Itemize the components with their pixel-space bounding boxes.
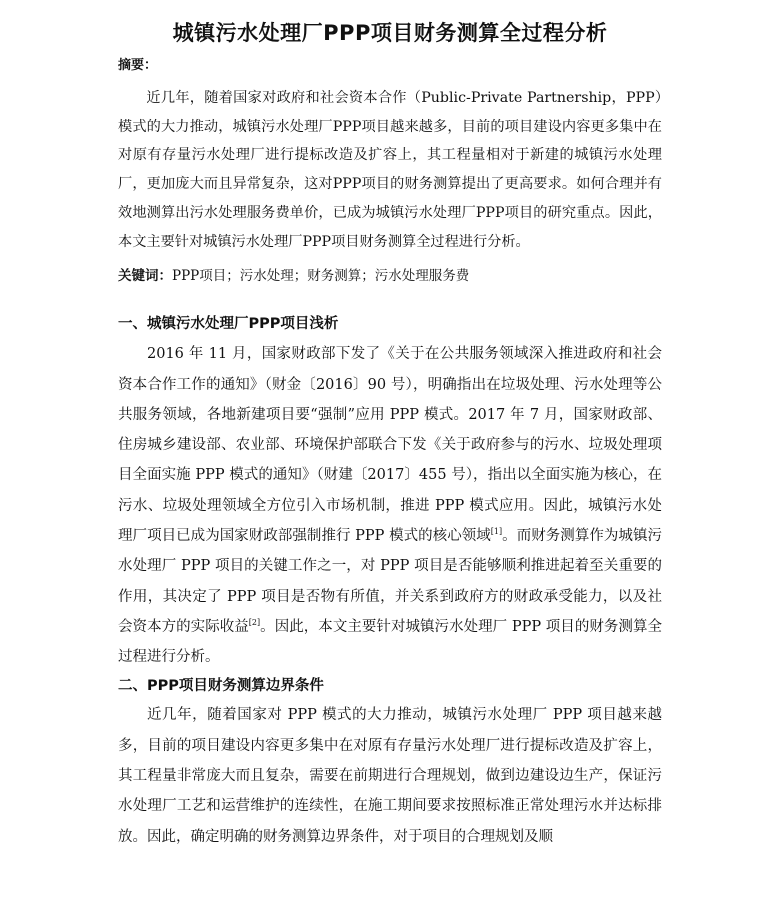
paper-title: 城镇污水处理厂PPP项目财务测算全过程分析 [172,21,608,45]
section-1-text-part3: 。因此，本文主要针对城镇污水处理厂 PPP 项目的财务测算全过程进行分析。 [118,618,662,666]
citation-1: [1] [490,527,503,537]
section-1-heading: 一、城镇污水处理厂PPP项目浅析 [118,316,339,333]
keywords-text: PPP项目；污水处理；财务测算；污水处理服务费 [172,268,470,285]
abstract-body: 近几年，随着国家对政府和社会资本合作（Public-Private Partnership，PPP）模式的大力推动，城镇污水处理厂PPP项目越来越多，目前的项目建设内容更多集中在对原有存量污水处理厂进行提标改造及扩容上，其工程量相对于新建的城镇污水处理厂，更加庞大而且异常复杂，这对PPP项目的财务测算提出了更高要求。如何合理并有效地测算出污水处理服务费单价，已成为城镇污水处理厂PPP项目的研究重点。因此，本文主要针对城镇污水处理厂PPP项目财务测算全过程进行分析。 [118,90,662,250]
keywords-label: 关键词： [118,268,172,285]
section-1-text-part2: 。而财务测算作为城镇污水处理厂 PPP 项目的关键工作之一，对 PPP 项目是否能够顺利推进起着至关重要的作用，其决定了 PPP 项目是否物有所值，并关系到政府方的财政承受能力，以及社会资本方的实际收益 [118,528,662,635]
citation-2: [2] [248,618,261,628]
abstract-label: 摘要： [118,58,158,73]
section-2-paragraph: 近几年，随着国家对 PPP 模式的大力推动，城镇污水处理厂 PPP 项目越来越多，目前的项目建设内容更多集中在对原有存量污水处理厂进行提标改造及扩容上，其工程量非常庞大而且复杂，需要在前期进行合理规划，做到边建设边生产，保证污水处理厂工艺和运营维护的连续性，在施工期间要求按照标准正常处理污水并达标排放。因此，确定明确的财务测算边界条件，对于项目的合理规划及顺 [118,707,662,845]
section-1-text-part1: 2016 年 11 月，国家财政部下发了《关于在公共服务领域深入推进政府和社会资本合作工作的通知》（财金〔2016〕90 号），明确指出在垃圾处理、污水处理等公共服务领域，各地新建项目要“强制”应用 PPP 模式。2017 年 7 月，国家财政部、住房城乡建设部、农业部、环境保护部联合下发《关于政府参与的污水、垃圾处理项目全面实施 PPP 模式的通知》（财建〔2017〕455 号），指出以全面实施为核心，在污水、垃圾处理领域全方位引入市场机制，推进 PPP 模式应用。因此，城镇污水处理厂项目已成为国家财政部强制推行 PPP 模式的核心领域 [118,346,662,544]
section-2-heading: 二、PPP项目财务测算边界条件 [118,678,324,695]
keywords-line [118,264,662,288]
section-1-paragraph [118,339,662,672]
